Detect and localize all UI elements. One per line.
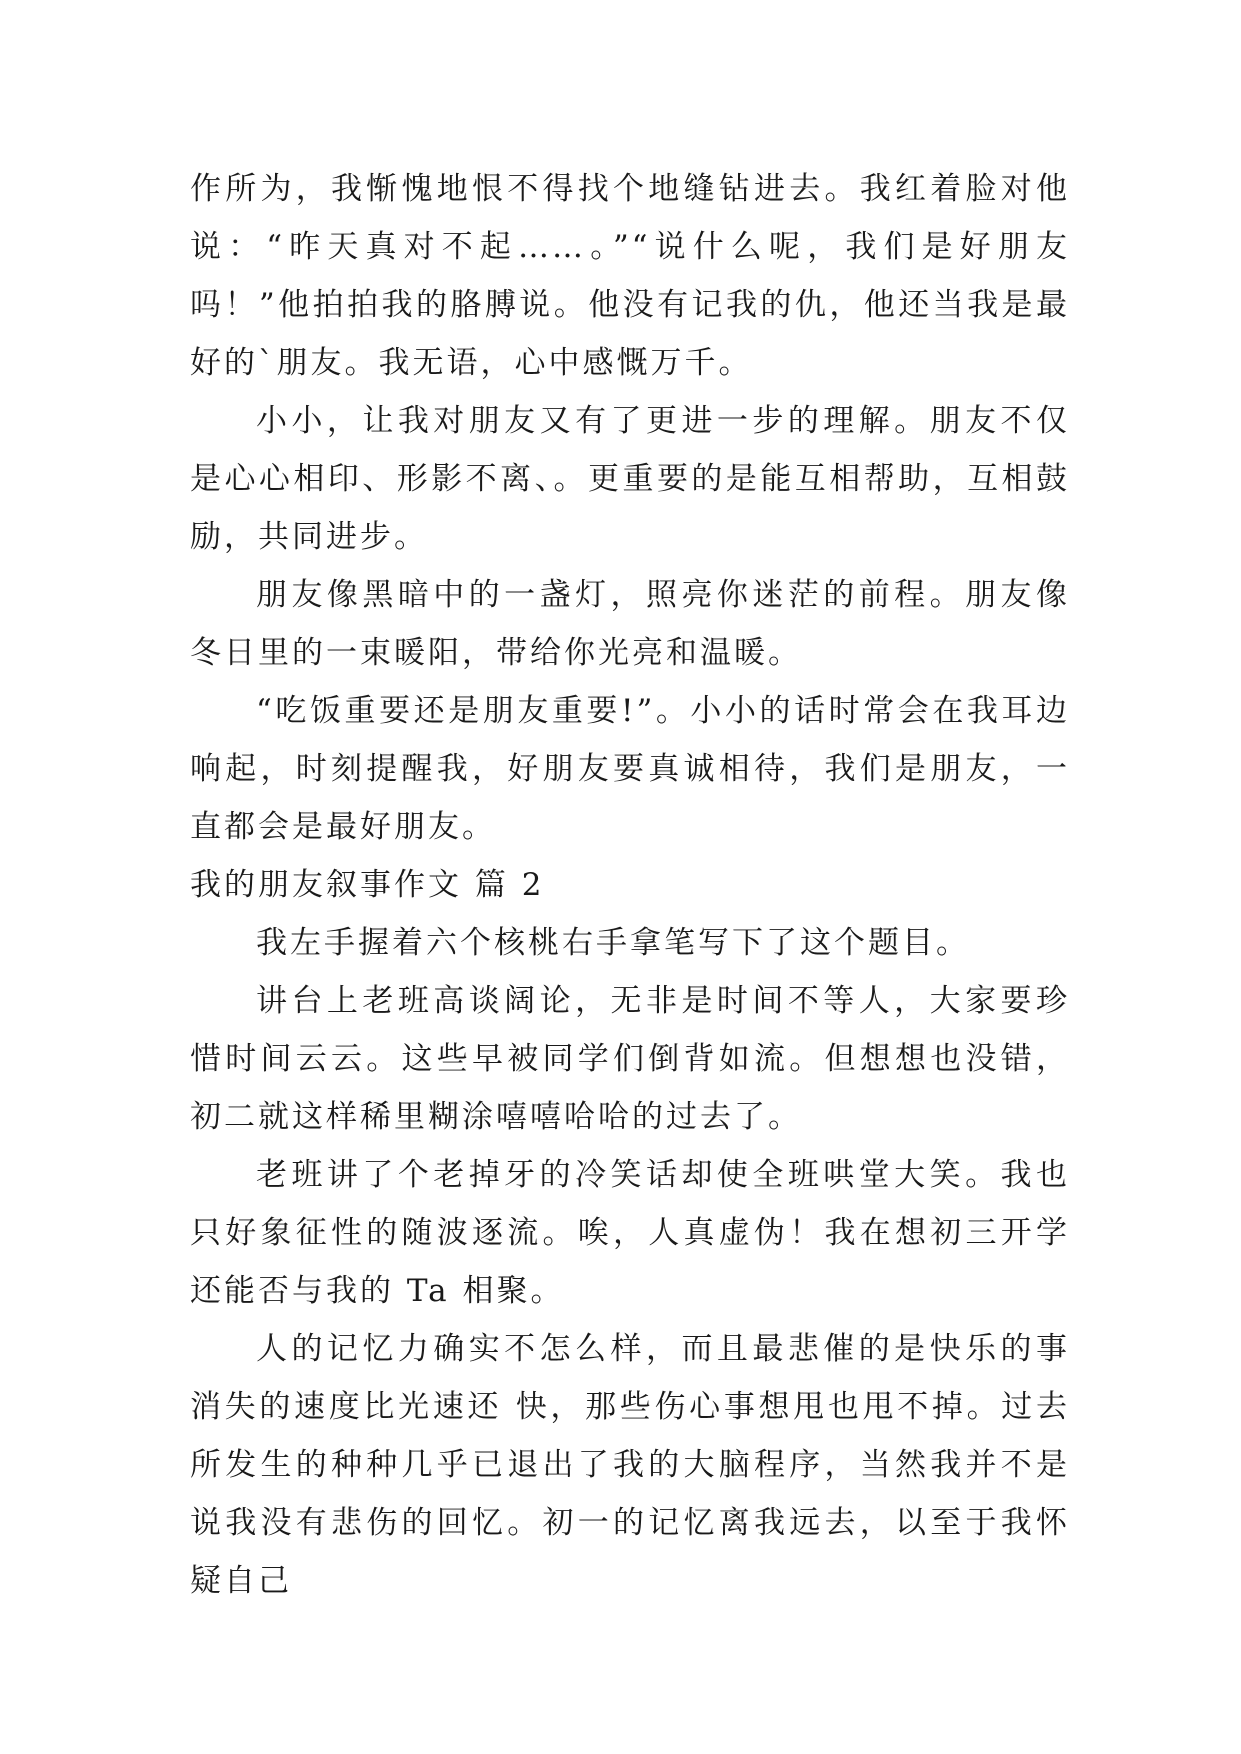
document-body: [190, 160, 1070, 1610]
paragraph: 老班讲了个老掉牙的冷笑话却使全班哄堂大笑。我也只好象征性的随波逐流。唉，人真虚伪！我在想初三开学还能否与我的 Ta 相聚。: [190, 1157, 1070, 1309]
paragraph: 朋友像黑暗中的一盏灯，照亮你迷茫的前程。朋友像冬日里的一束暖阳，带给你光亮和温暖。: [190, 577, 1070, 671]
paragraph: “吃饭重要还是朋友重要!”。小小的话时常会在我耳边响起，时刻提醒我，好朋友要真诚相待，我们是朋友，一直都会是最好朋友。: [190, 693, 1070, 845]
paragraph: 讲台上老班高谈阔论，无非是时间不等人，大家要珍惜时间云云。这些早被同学们倒背如流。但想想也没错，初二就这样稀里糊涂嘻嘻哈哈的过去了。: [190, 983, 1070, 1135]
paragraph: 小小，让我对朋友又有了更进一步的理解。朋友不仅是心心相印、形影不离、。更重要的是能互相帮助，互相鼓励，共同进步。: [190, 403, 1070, 555]
paragraph-continuation: 作所为，我惭愧地恨不得找个地缝钻进去。我红着脸对他说：“昨天真对不起……。”“说什么呢，我们是好朋友吗！”他拍拍我的胳膊说。他没有记我的仇，他还当我是最好的`朋友。我无语，心中感慨万千。: [190, 171, 1070, 381]
paragraph: 我左手握着六个核桃右手拿笔写下了这个题目。: [256, 925, 970, 961]
section-heading: 我的朋友叙事作文 篇 2: [190, 867, 545, 903]
paragraph: 人的记忆力确实不怎么样，而且最悲催的是快乐的事消失的速度比光速还 快，那些伤心事想甩也甩不掉。过去所发生的种种几乎已退出了我的大脑程序，当然我并不是说我没有悲伤的回忆。初一的记忆离我远去，以至于我怀疑自己: [190, 1331, 1070, 1599]
